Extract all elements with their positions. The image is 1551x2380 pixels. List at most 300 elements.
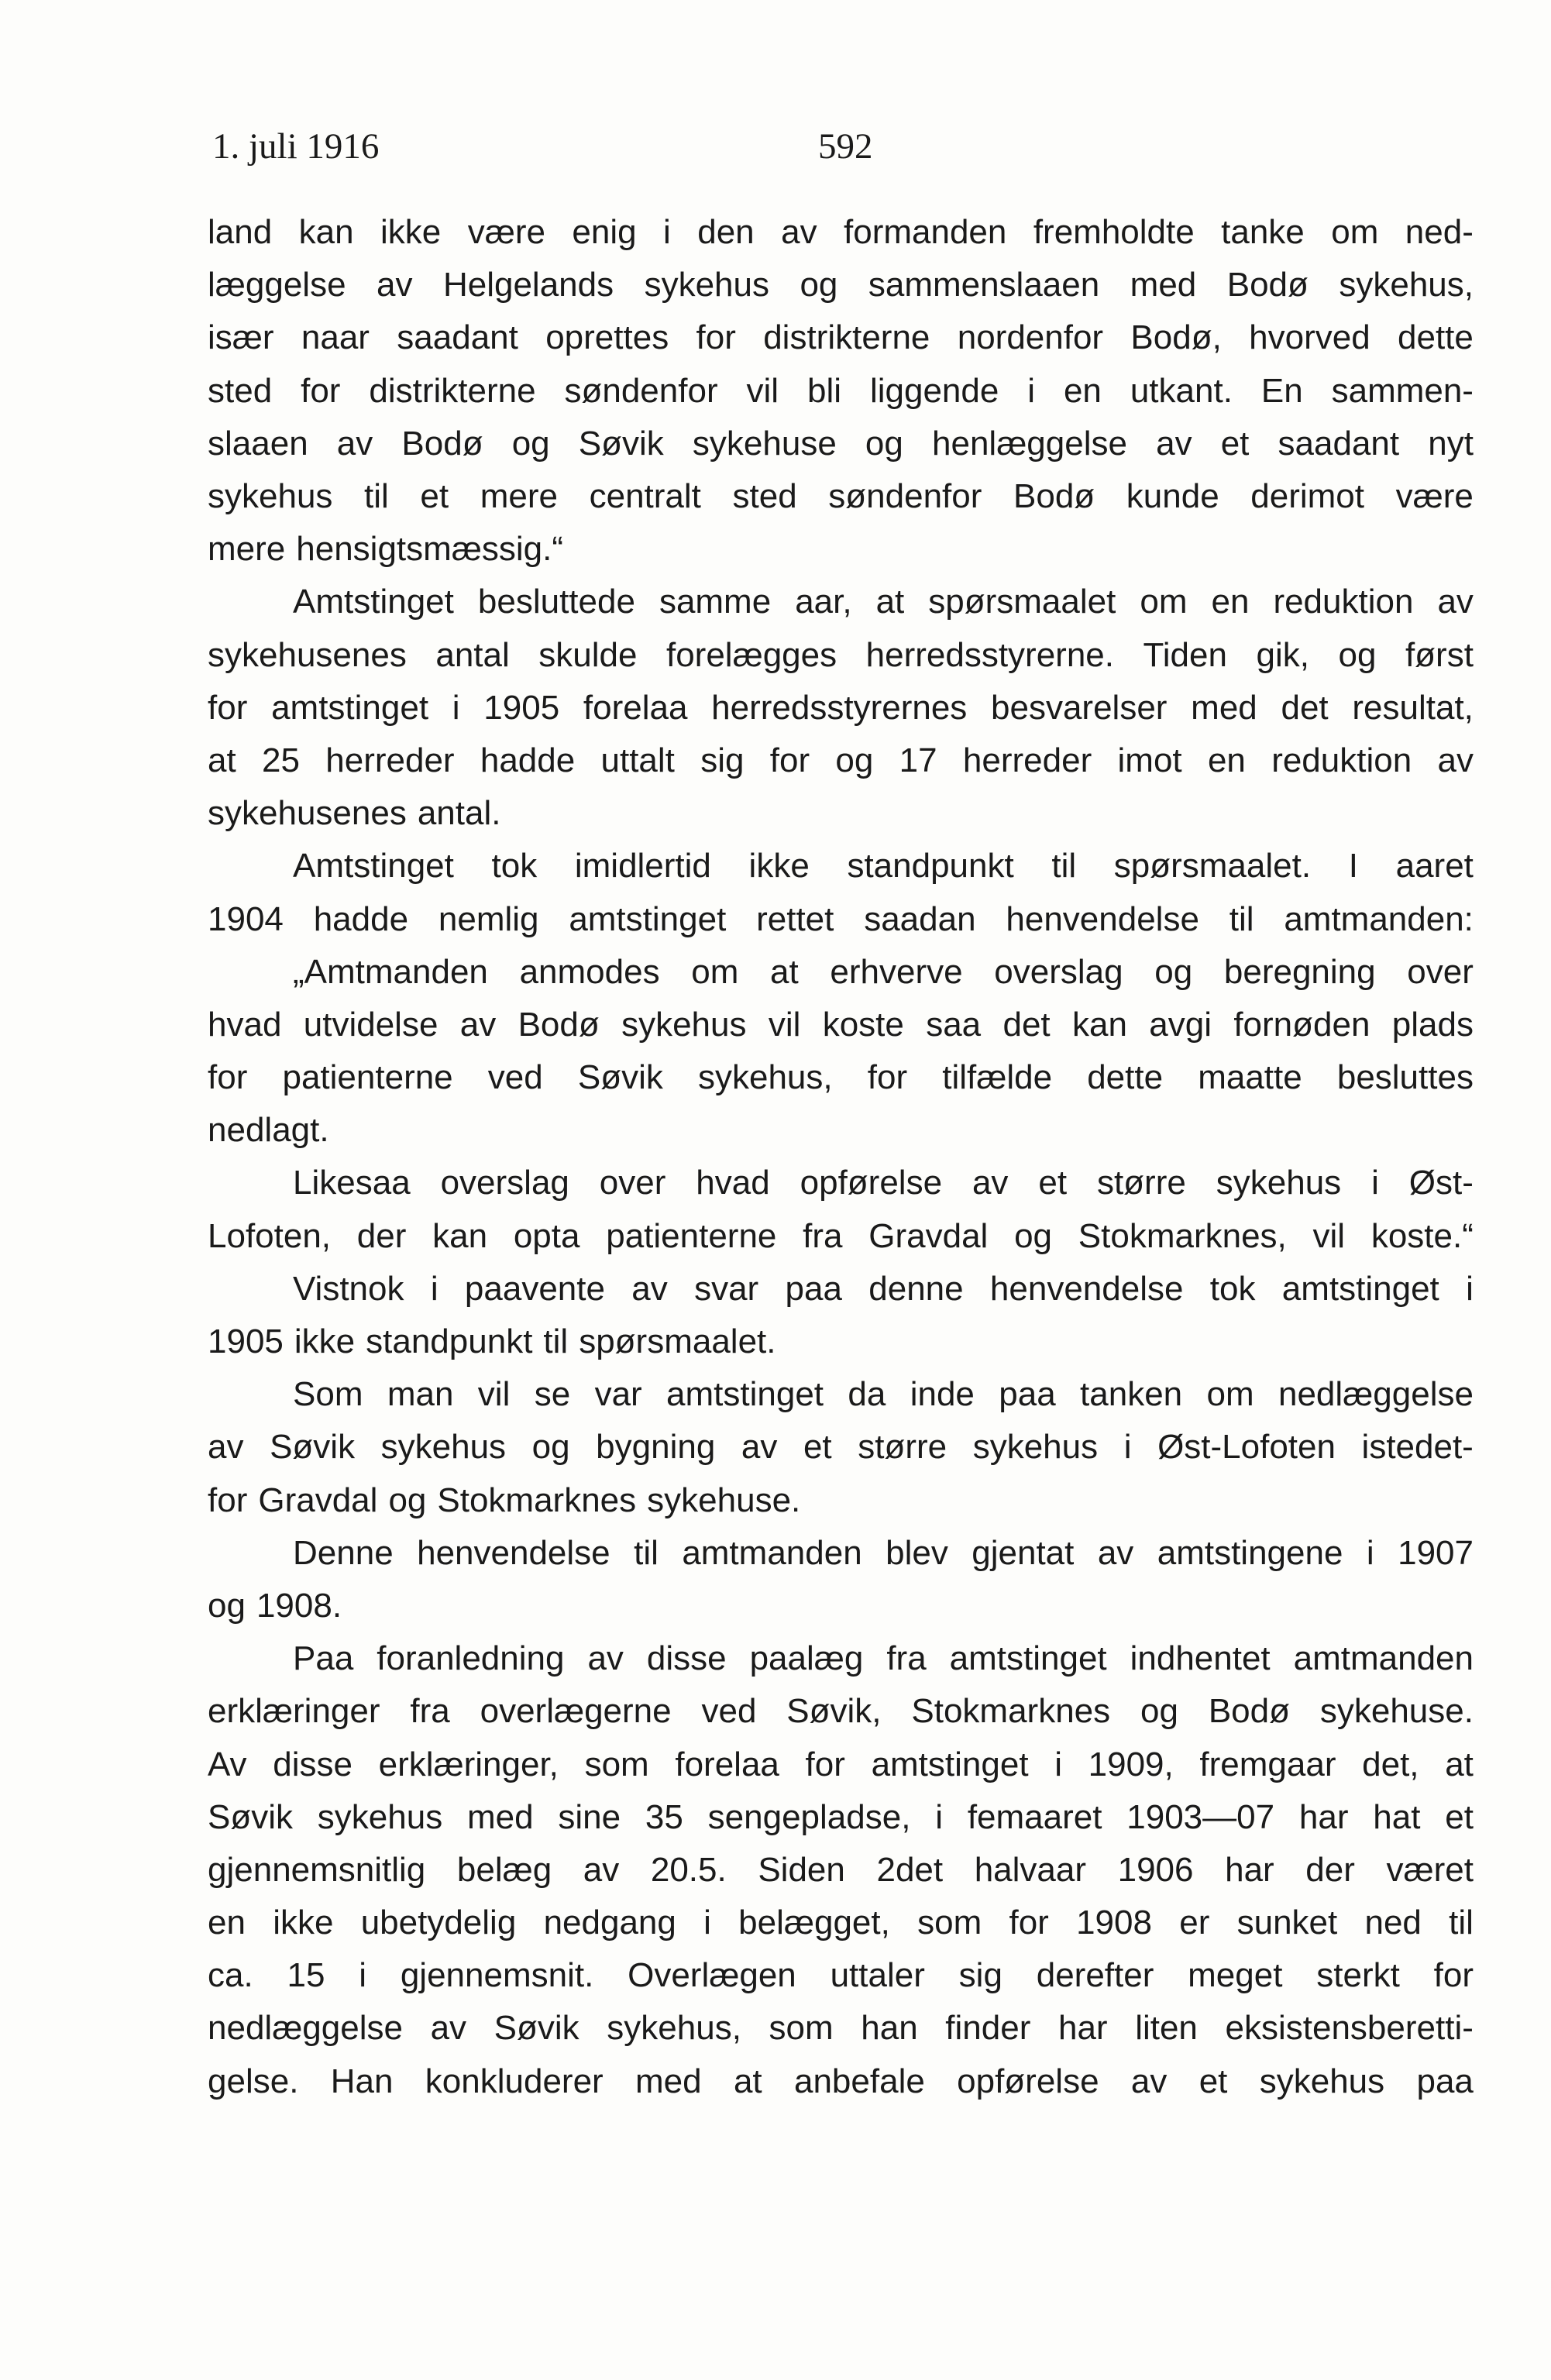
word: amtstinget [271,688,429,727]
word: Bodø [1208,1692,1290,1731]
word: i [935,1797,944,1836]
word: ikke [380,213,442,252]
word: over [1407,952,1474,991]
word: disse [273,1745,352,1783]
word: for [867,1058,908,1097]
word: sykehus, [607,2009,741,2048]
word: vil [768,1005,801,1044]
word: sykehus, [1339,266,1474,304]
word: for [301,371,341,410]
word: 17 [899,741,937,779]
word: fremholdte [1033,213,1195,252]
word: og [1014,1216,1053,1255]
word: til [634,1533,659,1572]
word: 15 [287,1956,325,1995]
word: Vistnok [293,1269,404,1308]
word: gelse. [208,2062,299,2100]
text-line [208,418,1474,470]
word: liggende [869,371,999,410]
word: vil [746,371,779,410]
text-line [208,311,1474,364]
word: disse [646,1639,727,1678]
word: av [631,1269,668,1308]
word: utkant. [1130,371,1233,410]
word: Amtstinget [293,583,454,621]
word: Bodø [1226,266,1309,304]
word: i [359,1956,367,1995]
word: sykehus [1216,1164,1342,1202]
word: Overlægen [628,1956,796,1995]
word: der [356,1216,407,1255]
word: kan [1071,1005,1127,1044]
word: nyt [1428,424,1474,463]
word: besvarelser [991,688,1168,727]
word: i [452,688,460,727]
word: i [430,1269,438,1308]
word: land [208,213,273,252]
word: saadant [1278,424,1400,463]
word: resultat, [1352,688,1474,727]
word: En [1260,371,1303,410]
word: 1908 [1076,1904,1152,1942]
word: fra [886,1639,927,1678]
word: antal [435,635,510,674]
word: paalæg [749,1639,864,1678]
text-line [208,1949,1474,2002]
word: amtstinget [871,1745,1029,1783]
word: dette [1398,318,1474,357]
word: sykehus [208,477,333,516]
word: om [691,952,739,991]
word: med [1191,688,1257,727]
word: koste.“ [1370,1216,1474,1255]
word: et [1445,1797,1474,1836]
word: han [861,2009,918,2048]
word: sengepladse, [707,1797,911,1836]
text-line [208,2055,1474,2108]
word: belæg [456,1850,552,1889]
word: Av [208,1745,247,1783]
word: sted [208,371,273,410]
word: hensigtsmæssig.“ [296,530,564,569]
word: i [663,213,671,252]
word: aaret [1395,847,1474,886]
word: sykehus [380,1428,507,1467]
word: Gravdal [258,1481,378,1519]
word: et [1198,2062,1228,2100]
word: 25 [262,741,300,779]
word: Stokmarknes [911,1692,1111,1731]
word: liten [1135,2009,1198,2048]
word: 1905 [208,1322,284,1361]
word: kan [432,1216,488,1255]
text-line [208,576,1474,628]
word: eksistensberetti- [1225,2009,1474,2048]
word: forelaa [583,688,688,727]
word: et [803,1428,832,1467]
word: av [1130,2062,1168,2100]
word: meget [1188,1956,1283,1995]
word: 1903—07 [1126,1797,1275,1836]
word: med [1130,266,1197,304]
page-number: 592 [818,126,873,167]
word: skulde [538,635,638,674]
word: bli [807,371,842,410]
word: i [1054,1745,1062,1783]
word: sunket [1236,1904,1338,1942]
word: Tiden [1143,635,1227,674]
word: besluttes [1336,1058,1474,1097]
word: Bodø [518,1005,600,1044]
word: 1904 [208,899,284,938]
word: sine [558,1797,621,1836]
word: amtstingene [1157,1533,1343,1572]
word: og [511,424,550,463]
word: den [697,213,755,252]
word: maatte [1198,1058,1302,1097]
word: være [467,213,545,252]
word: se [534,1375,571,1414]
word: blev [886,1533,948,1572]
word: hat [1373,1797,1421,1836]
word: i [1123,1428,1132,1467]
word: sykehuse. [1319,1692,1474,1731]
word: en [208,1904,246,1942]
text-line [208,682,1474,734]
word: da [848,1375,886,1414]
word: Stokmarknes [437,1481,637,1519]
word: og [208,1586,246,1625]
word: erhverve [830,952,963,991]
word: inde [910,1375,975,1414]
word: Helgelands [442,266,614,304]
word: av [972,1164,1009,1202]
word: gjennemsnit. [400,1956,594,1995]
word: ned [1364,1904,1422,1942]
text-line [208,2002,1474,2055]
word: patienterne [282,1058,453,1097]
word: av [1156,424,1192,463]
text-line [208,1685,1474,1738]
word: belægget, [738,1904,890,1942]
body-text [208,206,1474,2108]
word: Han [330,2062,394,2100]
word: saadan [864,899,976,938]
word: i [1366,1533,1374,1572]
word: Bodø [1013,477,1095,516]
word: og [865,424,903,463]
text-line [208,1104,1474,1157]
word: forelægges [665,635,837,674]
word: av [741,1428,778,1467]
word: en [1063,371,1102,410]
word: amtmanden [682,1533,862,1572]
word: sterkt [1316,1956,1400,1995]
word: for [696,318,736,357]
word: denne [868,1269,964,1308]
word: hvad [208,1005,282,1044]
word: fra [410,1692,450,1731]
word: 2det [876,1850,944,1889]
word: for [769,741,810,779]
word: vil [1312,1216,1346,1255]
word: ved [701,1692,757,1731]
text-line [208,1421,1474,1474]
word: i [1027,371,1036,410]
word: Bodø [401,424,483,463]
word: der [1305,1850,1355,1889]
word: til [1051,847,1077,886]
text-line [208,1632,1474,1685]
word: istedet- [1361,1428,1474,1467]
word: Søvik, [786,1692,882,1731]
word: som [769,2009,834,2048]
word: Amtstinget [293,847,454,886]
text-line [208,1580,1474,1632]
word: søndenfor [564,371,718,410]
text-line [208,1368,1474,1421]
word: været [1386,1850,1474,1889]
word: vil [477,1375,511,1414]
word: nordenfor [957,318,1104,357]
word: har [1298,1797,1349,1836]
word: var [594,1375,642,1414]
word: naar [301,318,370,357]
word: sammenslaaen [868,266,1100,304]
word: 1907 [1398,1533,1474,1572]
header-date: 1. juli 1916 [212,126,380,167]
word: saadant [397,318,518,357]
word: Bodø, [1130,318,1222,357]
word: og [800,266,838,304]
word: det, [1362,1745,1419,1783]
word: Gravdal [868,1216,989,1255]
word: Søvik [208,1797,293,1836]
word: ikke [294,1322,356,1361]
word: ikke [748,847,810,886]
word: som [584,1745,649,1783]
text-line [208,734,1474,787]
word: nedlæggelse [1278,1375,1474,1414]
word: patienterne [606,1216,777,1255]
word: paa [785,1269,842,1308]
word: sykehuse. [647,1481,801,1519]
word: Som [293,1375,363,1414]
word: nedlæggelse [208,2009,403,2048]
word: sykehusenes [208,794,407,833]
word: med [635,2062,702,2100]
word: kunde [1126,477,1219,516]
word: at [1445,1745,1474,1783]
word: overslag [440,1164,569,1202]
word: større [1096,1164,1186,1202]
word: være [1395,477,1474,516]
word: spørsmaalet. [579,1322,776,1361]
word: anmodes [519,952,660,991]
word: paavente [464,1269,605,1308]
word: finder [945,2009,1031,2048]
word: og [531,1428,570,1467]
word: sykehus [317,1797,443,1836]
word: derefter [1036,1956,1154,1995]
word: avgi [1149,1005,1212,1044]
word: herreder [325,741,455,779]
word: sykehus [972,1428,1099,1467]
word: halvaar [974,1850,1087,1889]
word: 1905 [483,688,560,727]
word: slaaen [208,424,308,463]
word: 20.5. [650,1850,727,1889]
word: enig [572,213,637,252]
word: „Amtmanden [293,952,488,991]
word: et [1220,424,1250,463]
word: Søvik [577,1058,663,1097]
word: har [1225,1850,1274,1889]
word: i [1371,1164,1379,1202]
word: at [875,583,905,621]
text-line [208,1263,1474,1316]
word: tanken [1080,1375,1183,1414]
word: fra [803,1216,843,1255]
word: og [835,741,874,779]
word: Øst- [1408,1164,1474,1202]
text-line [208,1897,1474,1949]
word: herredsstyrerne. [865,635,1114,674]
word: amtstinget [569,899,727,938]
word: sykehus [644,266,769,304]
word: man [387,1375,454,1414]
word: av [377,266,413,304]
word: Denne [293,1533,394,1572]
text-line [208,629,1474,682]
word: tanke [1221,213,1305,252]
word: beregning [1223,952,1376,991]
word: gjentat [972,1533,1075,1572]
text-line [208,892,1474,945]
text-line [208,1210,1474,1263]
word: forelaa [675,1745,779,1783]
word: Søvik [578,424,664,463]
word: derimot [1250,477,1364,516]
word: tok [1209,1269,1256,1308]
word: av [781,213,817,252]
word: opførelse [957,2062,1099,2100]
word: om [1140,583,1188,621]
word: uttalt [600,741,675,779]
word: utvidelse [303,1005,438,1044]
word: for [1433,1956,1474,1995]
word: for [805,1745,845,1783]
word: tilfælde [942,1058,1053,1097]
word: amtstinget [949,1639,1107,1678]
word: det [1002,1005,1051,1044]
text-line [208,1474,1474,1527]
word: Paa [293,1639,354,1678]
word: for [1009,1904,1049,1942]
word: overlægerne [480,1692,672,1731]
word: sig [700,741,745,779]
word: hadde [480,741,576,779]
word: amtstinget [1281,1269,1439,1308]
word: formanden [844,213,1007,252]
word: opførelse [800,1164,943,1202]
word: foranledning [377,1639,565,1678]
word: rettet [756,899,834,938]
word: sted [732,477,797,516]
word: distrikterne [763,318,930,357]
word: distrikterne [369,371,536,410]
text-line [208,1527,1474,1580]
word: henvendelse [417,1533,610,1572]
word: at [208,741,236,779]
word: oprettes [545,318,669,357]
word: henlæggelse [932,424,1127,463]
word: 1908. [256,1586,342,1625]
word: til [1449,1904,1474,1942]
word: mere [480,477,558,516]
word: centralt [589,477,701,516]
word: bygning [596,1428,716,1467]
word: paa [999,1375,1056,1414]
word: nemlig [438,899,539,938]
word: for [208,688,248,727]
word: en [1207,741,1246,779]
word: koste [822,1005,904,1044]
word: om [1206,1375,1254,1414]
word: for [208,1058,248,1097]
text-line [208,523,1474,576]
word: amtstinget [666,1375,824,1414]
text-line [208,1051,1474,1104]
word: at [733,2062,762,2100]
word: sig [958,1956,1002,1995]
word: ned- [1405,213,1474,252]
text-line [208,1157,1474,1209]
word: herreder [962,741,1092,779]
text-line [208,999,1474,1051]
text-line [208,1316,1474,1368]
word: amtmanden: [1284,899,1474,938]
word: uttaler [830,1956,925,1995]
word: imot [1117,741,1182,779]
word: hvad [696,1164,770,1202]
word: fremgaar [1199,1745,1336,1783]
word: et [420,477,449,516]
text-line [208,1844,1474,1897]
word: indhentet [1130,1639,1271,1678]
word: og [1140,1692,1178,1731]
word: overslag [994,952,1123,991]
word: med [467,1797,534,1836]
word: saa [926,1005,982,1044]
word: Øst-Lofoten [1157,1428,1336,1467]
word: av [1437,741,1474,779]
word: 1906 [1117,1850,1194,1889]
word: paa [1416,2062,1474,2100]
word: av [587,1639,624,1678]
word: standpunkt [847,847,1014,886]
word: som [917,1904,982,1942]
word: Søvik [270,1428,356,1467]
word: sykehuse [692,424,837,463]
word: anbefale [793,2062,925,2100]
word: er [1179,1904,1210,1942]
word: av [1437,583,1474,621]
text-line [208,365,1474,418]
word: til [364,477,389,516]
word: og [1154,952,1193,991]
word: læggelse [208,266,346,304]
